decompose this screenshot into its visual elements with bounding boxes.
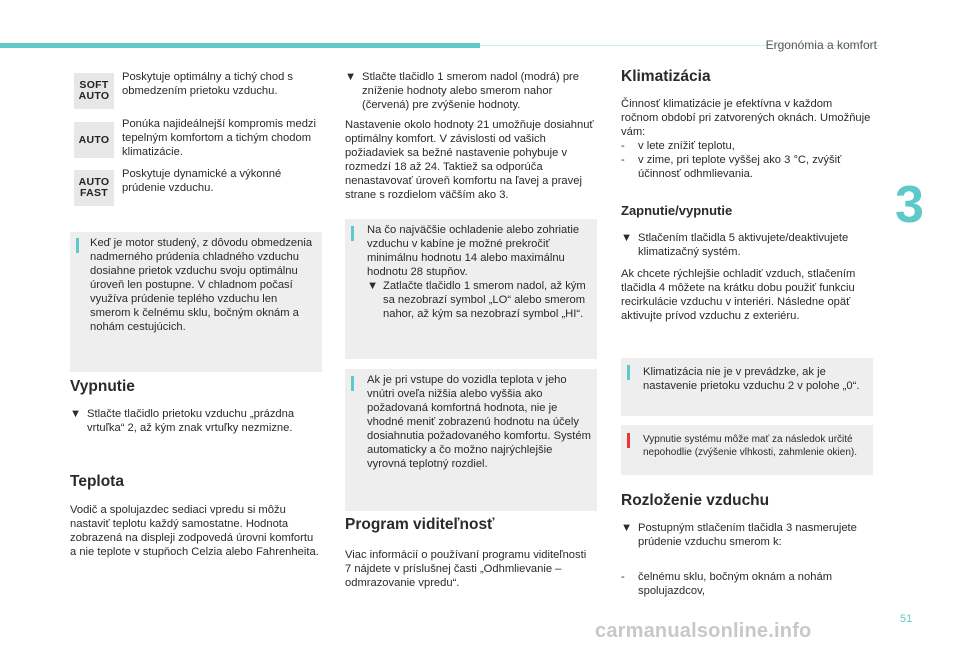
list-dash: - xyxy=(621,154,625,166)
watermark: carmanualsonline.info xyxy=(595,620,812,642)
section-title: Ergonómia a komfort xyxy=(765,38,877,52)
zap-step: Stlačením tlačidla 5 aktivujete/deaktivujete klimatizačný systém. xyxy=(638,232,849,258)
info-icon xyxy=(76,238,79,253)
heading-teplota: Teplota xyxy=(70,473,124,490)
info-text-entry: Ak je pri vstupe do vozidla teplota v jeho vnútri oveľa nižšia alebo vyššia ako požadovaná komfortná hodnota, nie je vhodné meniť zobrazenú hodnotu na účely dosiahnutia požadovaného komfortu. Systém automaticky a čo možno najrýchlejšie vyrovná teplotný rozdiel. xyxy=(367,374,591,470)
heading-zapnutie: Zapnutie/vypnutie xyxy=(621,203,733,218)
auto-icon: AUTO xyxy=(74,122,114,158)
page-number: 51 xyxy=(900,613,913,625)
step-arrow-icon: ▼ xyxy=(621,522,633,534)
heading-rozlozenie: Rozloženie vzduchu xyxy=(621,492,770,509)
roz-step: Postupným stlačením tlačidla 3 nasmerujete prúdenie vzduchu smerom k: xyxy=(638,522,857,548)
heading-program: Program viditeľnosť xyxy=(345,516,495,533)
info-icon xyxy=(351,226,354,241)
list-dash: - xyxy=(621,140,625,152)
step-button-1: Stlačte tlačidlo 1 smerom nadol (modrá) pre zníženie hodnoty alebo smerom nahor (červená) pre zvýšenie hodnoty. xyxy=(362,71,580,111)
klima-intro: Činnosť klimatizácie je efektívna v každom ročnom období pri zatvorených oknách. Umožňuje vám: xyxy=(621,98,871,138)
comfort-paragraph: Nastavenie okolo hodnoty 21 umožňuje dosiahnuť optimálny komfort. V závislosti od vašich požiadaviek sa bežné nastavenie pohybuje v rozmedzí 18 až 24. Taktiež sa odporúča nenastavovať úroveň komfortu na ľavej a pravej strane s rozdielom väčším ako 3. xyxy=(345,119,594,201)
heading-klimatizacia: Klimatizácia xyxy=(621,68,711,85)
klima-item-2: v zime, pri teplote vyššej ako 3 °C, zvýšiť účinnosť odhmlievania. xyxy=(638,154,842,180)
zap-paragraph: Ak chcete rýchlejšie ochladiť vzduch, stlačením tlačidla 4 môžete na krátku dobu použiť funkciu recirkulácie vzduchu v interiéri. Následne opäť aktivujte prívod vzduchu z exteriéru. xyxy=(621,268,856,322)
info-icon xyxy=(351,376,354,391)
mode-soft-text: Poskytuje optimálny a tichý chod s obmedzením prietoku vzduchu. xyxy=(122,71,294,97)
info-step-lo-hi: Zatlačte tlačidlo 1 smerom nadol, až kým sa nezobrazí symbol „LO“ alebo smerom nahor, až kým sa nezobrazí symbol „HI“. xyxy=(383,280,586,320)
roz-item: čelnému sklu, bočným oknám a nohám spolujazdcov, xyxy=(638,571,833,597)
auto-fast-icon: AUTO FAST xyxy=(74,170,114,206)
klima-item-1: v lete znížiť teplotu, xyxy=(638,140,735,152)
mode-auto-text: Ponúka najideálnejší kompromis medzi tepelným komfortom a tichým chodom klimatizácie. xyxy=(122,118,317,158)
program-text: Viac informácií o používaní programu viditeľnosti 7 nájdete v príslušnej časti „Odhmlievanie – odmrazovanie vpredu“. xyxy=(345,549,587,589)
step-arrow-icon: ▼ xyxy=(70,408,82,420)
info-text-ac: Klimatizácia nie je v prevádzke, ak je nastavenie prietoku vzduchu 2 v polohe „0“. xyxy=(643,366,860,392)
heading-vypnutie: Vypnutie xyxy=(70,378,135,395)
info-text-cold-engine: Keď je motor studený, z dôvodu obmedzenia nadmerného prúdenia chladného vzduchu dosiahne prietok vzduchu svoju optimálnu úroveň len postupne. V chladnom počasí využíva prúdenie teplého vzduchu len smerom k čelnému sklu, bočným oknám a nohám cestujúcich. xyxy=(90,237,313,333)
vypnutie-text: Stlačte tlačidlo prietoku vzduchu „prázdna vrtuľka“ 2, až kým znak vrtuľky nezmizne. xyxy=(87,408,295,434)
warning-icon xyxy=(627,433,630,448)
info-text-min-max: Na čo najväčšie ochladenie alebo zohriatie vzduchu v kabíne je možné prekročiť minimálnu hodnotu 14 alebo maximálnu hodnotu 28 stupňov. xyxy=(367,224,580,278)
header-accent-bar xyxy=(0,43,480,48)
list-dash: - xyxy=(621,571,625,583)
step-arrow-icon: ▼ xyxy=(367,280,379,292)
info-icon xyxy=(627,365,630,380)
mode-fast-text: Poskytuje dynamické a výkonné prúdenie vzduchu. xyxy=(122,168,282,194)
soft-auto-icon: SOFT AUTO xyxy=(74,73,114,109)
teplota-text: Vodič a spolujazdec sediaci vpredu si môžu nastaviť teplotu každý samostatne. Hodnota zobrazená na displeji zodpovedá úrovni komfortu a nie teplote v stupňoch Celzia alebo Fahrenheita. xyxy=(70,504,319,558)
step-arrow-icon: ▼ xyxy=(621,232,633,244)
step-arrow-icon: ▼ xyxy=(345,71,357,83)
warning-text: Vypnutie systému môže mať za následok určité nepohodlie (zvýšenie vlhkosti, zahmlenie okien). xyxy=(643,434,858,458)
chapter-number: 3 xyxy=(895,176,924,234)
